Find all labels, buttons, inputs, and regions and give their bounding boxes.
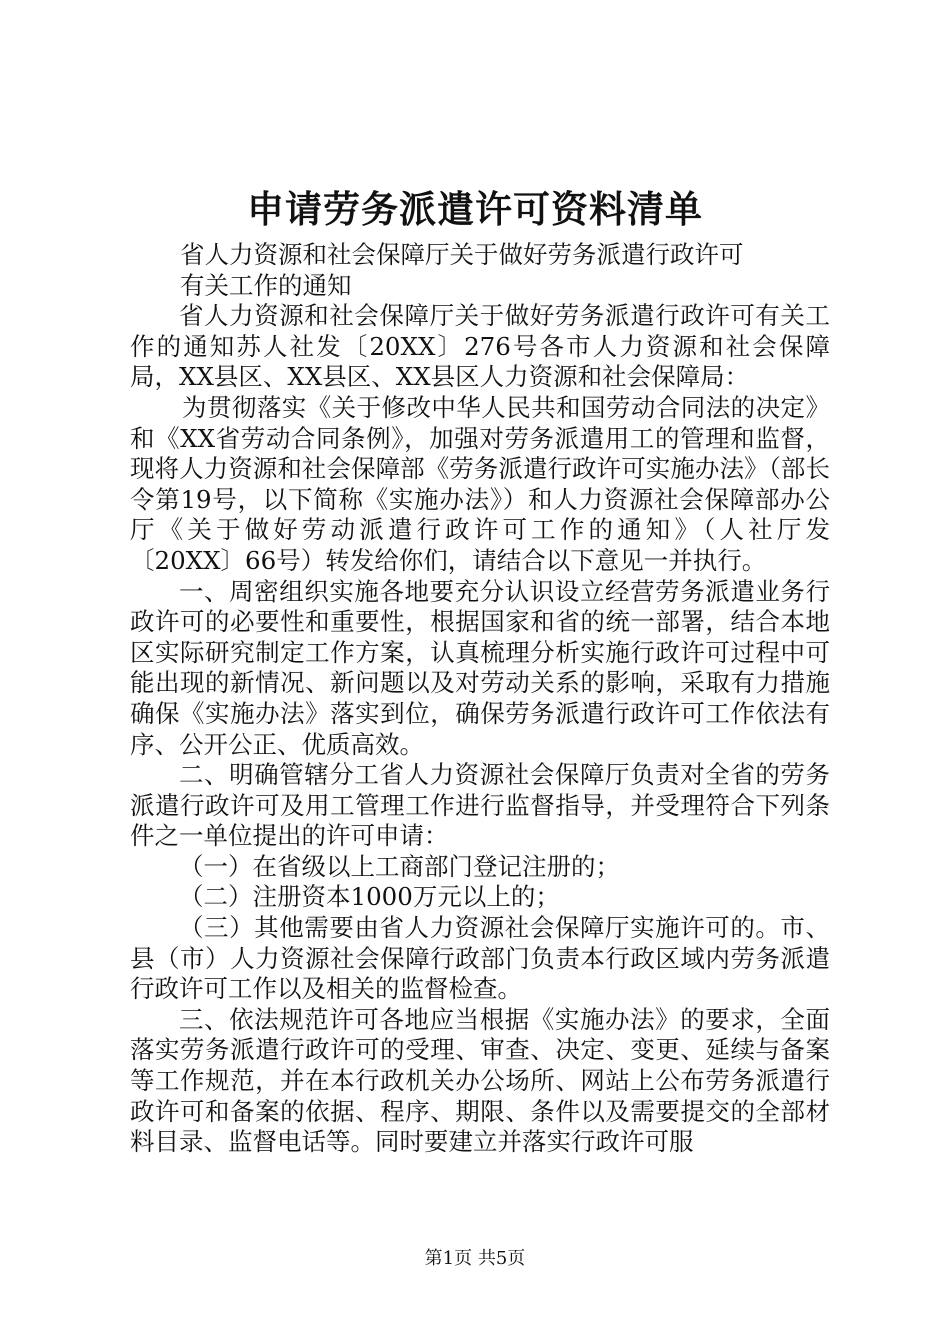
paragraph-section-1: 一、周密组织实施各地要充分认识设立经营劳务派遣业务行政许可的必要性和重要性，根据国家和省的统一部署，结合本地区实际研究制定工作方案，认真梳理分析实施行政许可过程中可能出现的新情况、新问题以及对劳动关系的影响，采取有力措施确保《实施办法》落实到位，确保劳务派遣行政许可工作依法有序、公开公正、优质高效。 <box>130 576 830 759</box>
paragraph-notice-header: 省人力资源和社会保障厅关于做好劳务派遣行政许可有关工作的通知苏人社发〔20XX〕276号各市人力资源和社会保障局，XX县区、XX县区、XX县区人力资源和社会保障局： <box>130 301 830 392</box>
paragraph-intro: 为贯彻落实《关于修改中华人民共和国劳动合同法的决定》和《XX省劳动合同条例》，加强对劳务派遣用工的管理和监督，现将人力资源和社会保障部《劳务派遣行政许可实施办法》（部长令第19号，以下简称《实施办法》）和人力资源社会保障部办公厅《关于做好劳动派遣行政许可工作的通知》（人社厅发〔20XX〕66号）转发给你们，请结合以下意见一并执行。 <box>130 392 830 575</box>
document-title: 申请劳务派遣许可资料清单 <box>247 187 703 231</box>
subtitle-line-1: 省人力资源和社会保障厅关于做好劳务派遣行政许可 <box>180 240 744 269</box>
list-item-3: （三）其他需要由省人力资源社会保障厅实施许可的。市、县（市）人力资源社会保障行政部门负责本行政区域内劳务派遣行政许可工作以及相关的监督检查。 <box>130 913 830 1004</box>
list-item-2: （二）注册资本1000万元以上的； <box>179 882 560 912</box>
subtitle-line-2: 有关工作的通知 <box>180 270 352 300</box>
paragraph-section-2: 二、明确管辖分工省人力资源社会保障厅负责对全省的劳务派遣行政许可及用工管理工作进行监督指导，并受理符合下列条件之一单位提出的许可申请： <box>130 760 830 851</box>
document-body <box>130 240 830 1158</box>
page-number: 第1页 共5页 <box>424 1248 526 1269</box>
paragraph-section-3: 三、依法规范许可各地应当根据《实施办法》的要求，全面落实劳务派遣行政许可的受理、审查、决定、变更、延续与备案等工作规范，并在本行政机关办公场所、网站上公布劳务派遣行政许可和备案的依据、程序、期限、条件以及需要提交的全部材料目录、监督电话等。同时要建立并落实行政许可服 <box>130 1004 830 1157</box>
list-item-1: （一）在省级以上工商部门登记注册的； <box>179 851 620 881</box>
